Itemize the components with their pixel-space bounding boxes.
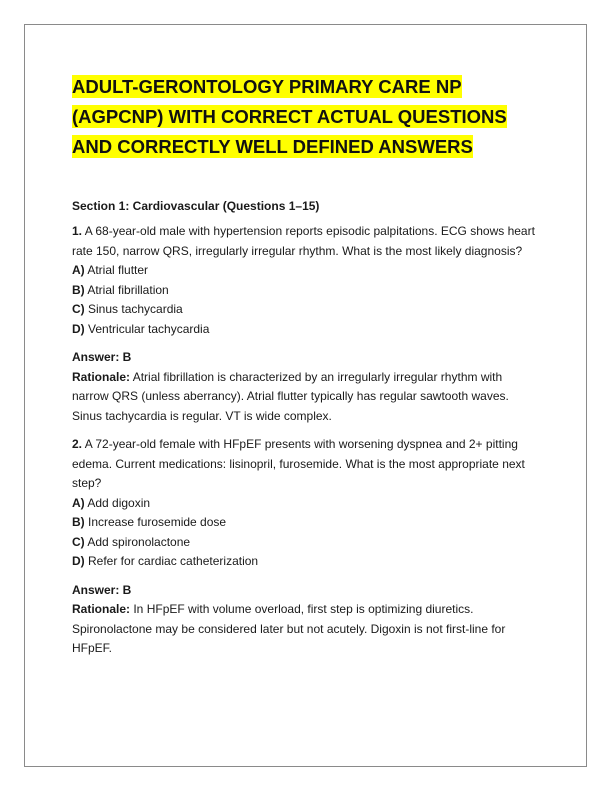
question-number: 1. xyxy=(72,224,83,238)
option-b xyxy=(72,513,542,533)
rationale-label: Rationale: xyxy=(72,369,131,384)
document-content xyxy=(72,72,542,659)
title-line-1: ADULT-GERONTOLOGY PRIMARY CARE NP xyxy=(72,76,462,97)
option-text: Atrial fibrillation xyxy=(84,282,169,297)
document-title xyxy=(72,72,542,162)
question-stem: A 72-year-old female with HFpEF presents with worsening dyspnea and 2+ pitting edema. Current medications: lisinopril, furosemide. What is the most appropriate next step? xyxy=(72,437,525,490)
option-letter: C) xyxy=(72,302,85,316)
question-1 xyxy=(72,222,542,339)
question-stem: A 68-year-old male with hypertension reports episodic palpitations. ECG shows heart rate 150, narrow QRS, irregularly irregular rhythm. What is the most likely diagnosis? xyxy=(72,224,535,258)
option-text: Increase furosemide dose xyxy=(84,515,227,529)
title-line-2: (AGPCNP) WITH CORRECT ACTUAL QUESTIONS xyxy=(72,106,507,127)
rationale-label: Rationale: xyxy=(72,602,131,616)
option-text: Atrial flutter xyxy=(84,263,149,277)
answer-line: Answer: B xyxy=(72,582,132,597)
option-letter: D) xyxy=(72,321,85,336)
option-text: Add spironolactone xyxy=(84,534,191,549)
option-b xyxy=(72,281,542,301)
title-line-3: AND CORRECTLY WELL DEFINED ANSWERS xyxy=(72,136,473,157)
answer-line: Answer: B xyxy=(72,350,132,364)
option-letter: B) xyxy=(72,515,85,529)
option-text: Add digoxin xyxy=(84,495,151,510)
option-c xyxy=(72,533,542,553)
option-d xyxy=(72,552,542,572)
rationale-text: Atrial fibrillation is characterized by an irregularly irregular rhythm with narrow QRS (unless aberrancy). Atrial flutter typically has regular sawtooth waves. Sinus tachycardia is regular. VT is wide complex. xyxy=(72,369,509,423)
option-letter: A) xyxy=(72,263,85,277)
option-d xyxy=(72,320,542,340)
option-a xyxy=(72,261,542,281)
option-letter: D) xyxy=(72,554,85,568)
option-letter: B) xyxy=(72,282,85,297)
option-letter: C) xyxy=(72,534,85,549)
option-text: Ventricular tachycardia xyxy=(84,321,210,336)
option-text: Sinus tachycardia xyxy=(84,302,183,316)
option-a xyxy=(72,494,542,514)
answer-block-2 xyxy=(72,581,542,659)
option-c xyxy=(72,300,542,320)
option-letter: A) xyxy=(72,495,85,510)
section-heading: Section 1: Cardiovascular (Questions 1–15) xyxy=(72,199,320,213)
rationale-text: In HFpEF with volume overload, first step is optimizing diuretics. Spironolactone may be considered later but not acutely. Digoxin is not first-line for HFpEF. xyxy=(72,602,506,655)
question-number: 2. xyxy=(72,437,83,451)
answer-block-1 xyxy=(72,348,542,426)
option-text: Refer for cardiac catheterization xyxy=(84,554,259,568)
question-2 xyxy=(72,435,542,572)
